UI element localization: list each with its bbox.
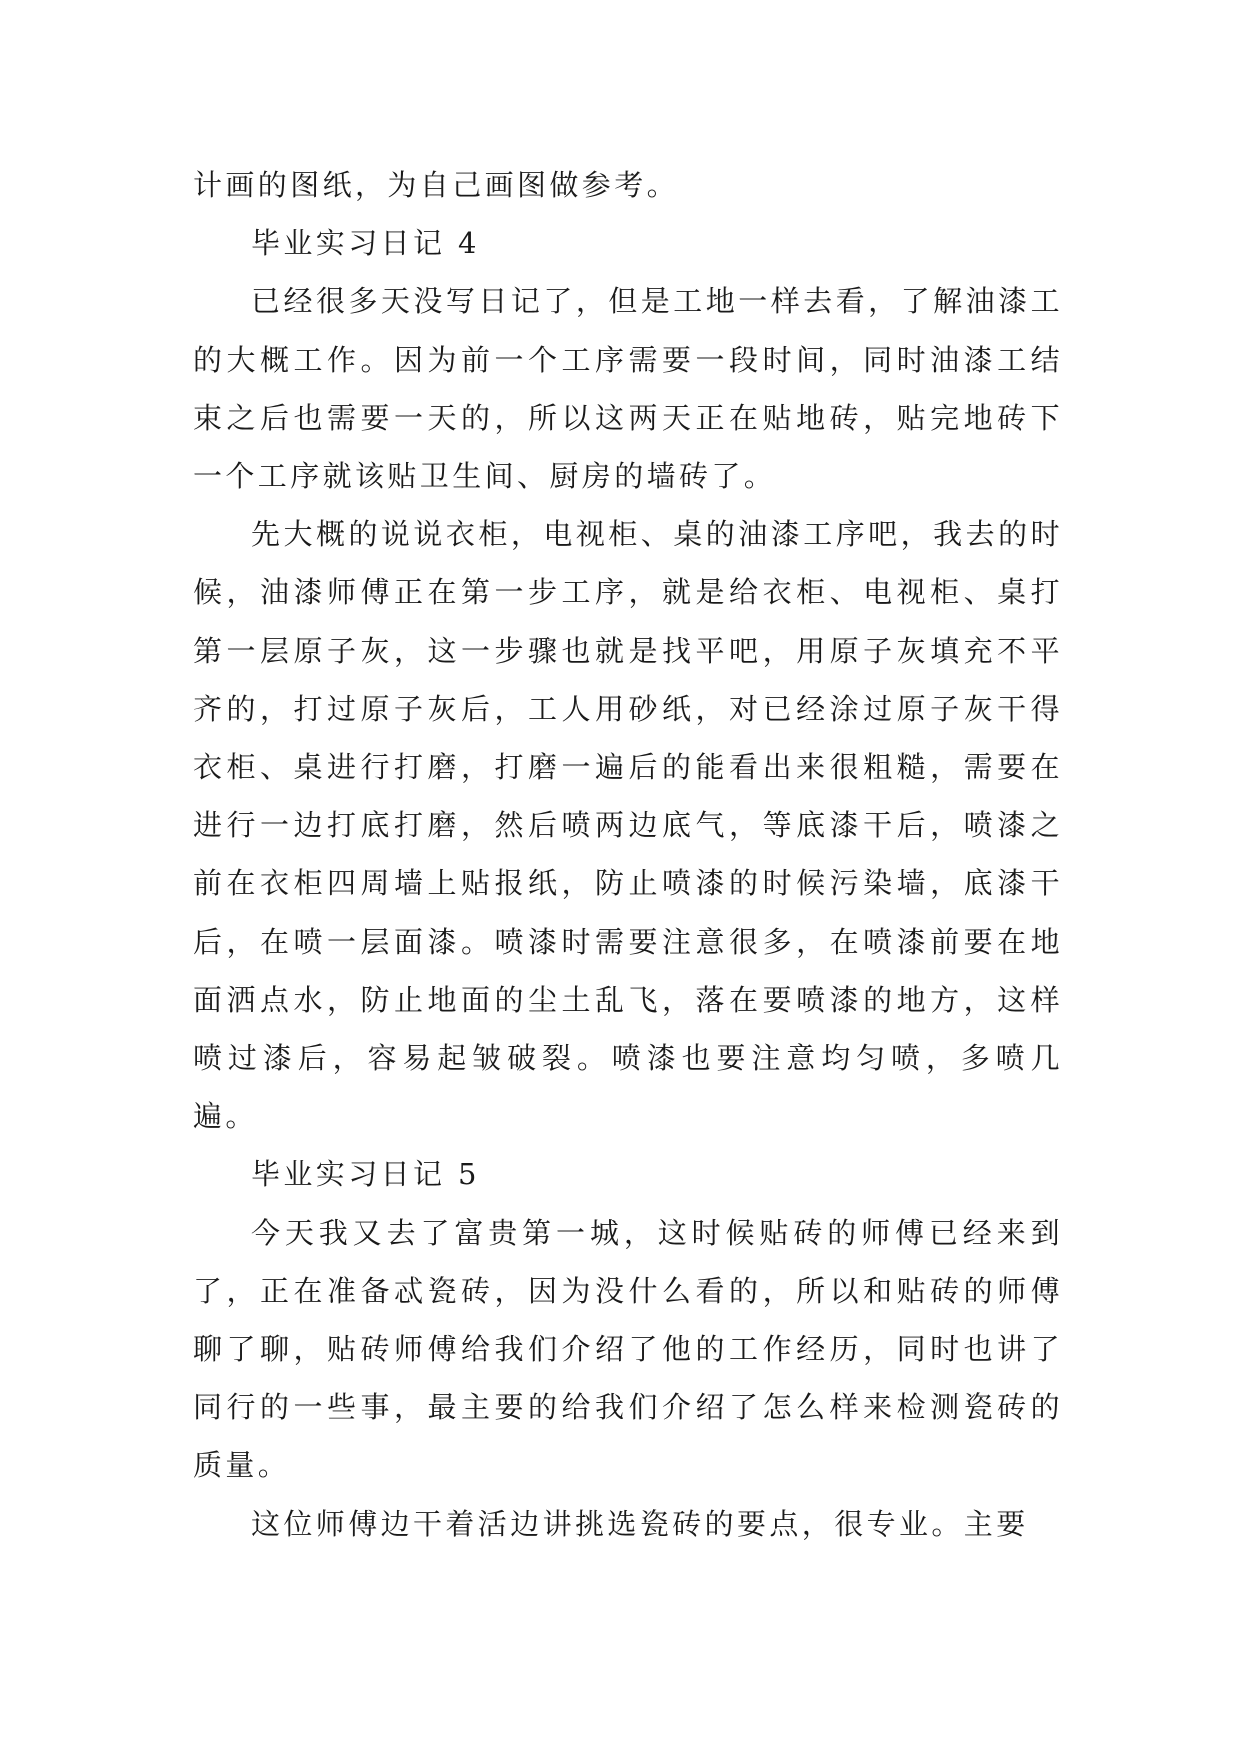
paragraph-diary5-tiles: 这位师傅边干着活边讲挑选瓷砖的要点，很专业。主要 (251, 1506, 1029, 1541)
paragraph-diary5-intro: 今天我又去了富贵第一城，这时候贴砖的师傅已经来到了，正在准备忒瓷砖，因为没什么看的，所以和贴砖的师傅聊了聊，贴砖师傅给我们介绍了他的工作经历，同时也讲了同行的一些事，最主要的给我们介绍了怎么样来检测瓷砖的质量。 (193, 1215, 1063, 1483)
diary-heading-5: 毕业实习日记 5 (251, 1157, 480, 1192)
paragraph-diary4-painting: 先大概的说说衣柜，电视柜、桌的油漆工序吧，我去的时候，油漆师傅正在第一步工序，就是给衣柜、电视柜、桌打第一层原子灰，这一步骤也就是找平吧，用原子灰填充不平齐的，打过原子灰后，工人用砂纸，对已经涂过原子灰干得衣柜、桌进行打磨，打磨一遍后的能看出来很粗糙，需要在进行一边打底打磨，然后喷两边底气，等底漆干后，喷漆之前在衣柜四周墙上贴报纸，防止喷漆的时候污染墙，底漆干后，在喷一层面漆。喷漆时需要注意很多，在喷漆前要在地面洒点水，防止地面的尘土乱飞，落在要喷漆的地方，这样喷过漆后，容易起皱破裂。喷漆也要注意均匀喷，多喷几遍。 (193, 517, 1063, 1134)
diary-heading-4: 毕业实习日记 4 (251, 226, 480, 261)
paragraph-continuation: 计画的图纸，为自己画图做参考。 (193, 168, 680, 202)
paragraph-diary4-intro: 已经很多天没写日记了，但是工地一样去看，了解油漆工的大概工作。因为前一个工序需要一段时间，同时油漆工结束之后也需要一天的，所以这两天正在贴地砖，贴完地砖下一个工序就该贴卫生间、厨房的墙砖了。 (193, 284, 1063, 494)
document-body (193, 156, 1063, 1553)
